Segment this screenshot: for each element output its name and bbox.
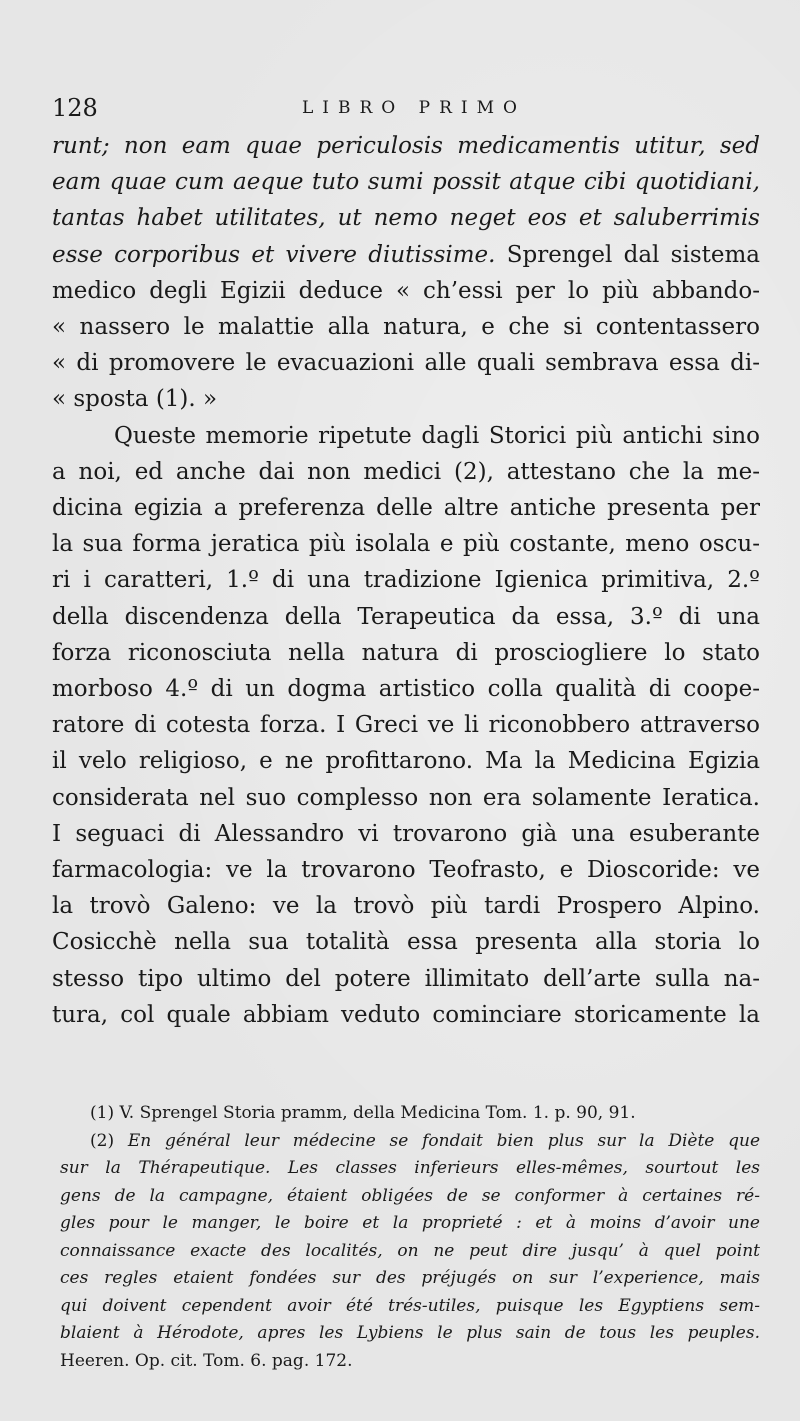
footnote-line: sur la Thérapeutique. Les classes inferieurs elles-mêmes, sourtout les	[60, 1158, 760, 1178]
text-line: della discendenza della Terapeutica da essa, 3.º di una	[52, 603, 760, 630]
footnote-line: connaissance exacte des localités, on ne peut dire jusqu’ à quel point	[60, 1240, 760, 1261]
page-header	[52, 88, 760, 128]
footnote-marker: (2)	[90, 1130, 128, 1151]
running-head: LIBRO PRIMO	[302, 98, 526, 118]
footnote-line: ces regles etaient fondées sur des préjugés on sur l’experience, mais	[60, 1268, 760, 1288]
text-line: « sposta (1). »	[52, 386, 218, 413]
text-line: la trovò Galeno: ve la trovò più tardi Prospero Alpino.	[52, 893, 760, 920]
text-line: « nassero le malattie alla natura, e che si contentassero	[52, 314, 760, 341]
text-line: eam quae cum aeque tuto sumi possit atque cibi quotidiani,	[52, 169, 760, 196]
text-line: Cosicchè nella sua totalità essa presenta alla storia lo	[52, 929, 760, 956]
text-line: stesso tipo ultimo del potere illimitato dell’arte sulla na-	[52, 965, 760, 992]
text-line: ri i caratteri, 1.º di una tradizione Igienica primitiva, 2.º	[52, 567, 760, 594]
footnote-line: gens de la campagne, étaient obligées de se conformer à certaines ré-	[60, 1185, 760, 1206]
page-number: 128	[52, 94, 98, 122]
text-line: farmacologia: ve la trovarono Teofrasto, e Dioscoride: ve	[52, 857, 760, 884]
text-line: tantas habet utilitates, ut nemo neget eos et saluberrimis	[52, 205, 760, 232]
text-line: considerata nel suo complesso non era solamente Ieratica.	[52, 784, 760, 811]
text-line: ratore di cotesta forza. I Greci ve li riconobbero attraverso	[52, 712, 760, 739]
text-line: il velo religioso, e ne profittarono. Ma la Medicina Egizia	[52, 748, 760, 775]
footnote-line: gles pour le manger, le boire et la proprieté : et à moins d’avoir une	[60, 1213, 760, 1233]
text-line	[52, 237, 760, 273]
text-line: morboso 4.º di un dogma artistico colla qualità di coope-	[52, 676, 760, 703]
footnote-line: blaient à Hérodote, apres les Lybiens le plus sain de tous les peuples.	[60, 1323, 760, 1343]
footnote-italic-part: En général leur médecine se fondait bien plus sur la Diète que	[127, 1130, 761, 1151]
text-line: tura, col quale abbiam veduto cominciare storicamente la	[52, 1001, 760, 1028]
text-line: dicina egizia a preferenza delle altre antiche presenta per	[52, 495, 760, 522]
text-line: runt; non eam quae periculosis medicamentis utitur, sed	[52, 133, 760, 159]
text-line-roman-part: Sprengel dal sistema	[495, 241, 761, 268]
footnote-line	[60, 1128, 760, 1156]
footnote-line: qui doivent cependent avoir été trés-utiles, puisque les Egyptiens sem-	[60, 1295, 760, 1316]
text-line: Queste memorie ripetute dagli Storici più antichi sino	[114, 422, 760, 449]
footnotes	[60, 1100, 760, 1375]
footnote-line: Heeren. Op. cit. Tom. 6. pag. 172.	[60, 1350, 353, 1371]
main-text	[52, 128, 760, 1033]
text-line: forza riconosciuta nella natura di prosciogliere lo stato	[52, 639, 760, 666]
text-line: I seguaci di Alessandro vi trovarono già una esuberante	[52, 820, 760, 847]
text-line: la sua forma jeratica più isolala e più costante, meno oscu-	[52, 531, 760, 558]
text-line-italic-part: esse corporibus et vivere diutissime.	[52, 241, 496, 268]
text-line: medico degli Egizii deduce « ch’essi per lo più abbando-	[52, 277, 760, 304]
footnote-line: (1) V. Sprengel Storia pramm, della Medicina Tom. 1. p. 90, 91.	[90, 1103, 636, 1123]
text-line: a noi, ed anche dai non medici (2), attestano che la me-	[52, 458, 760, 485]
text-line: « di promovere le evacuazioni alle quali sembrava essa di-	[52, 350, 760, 377]
